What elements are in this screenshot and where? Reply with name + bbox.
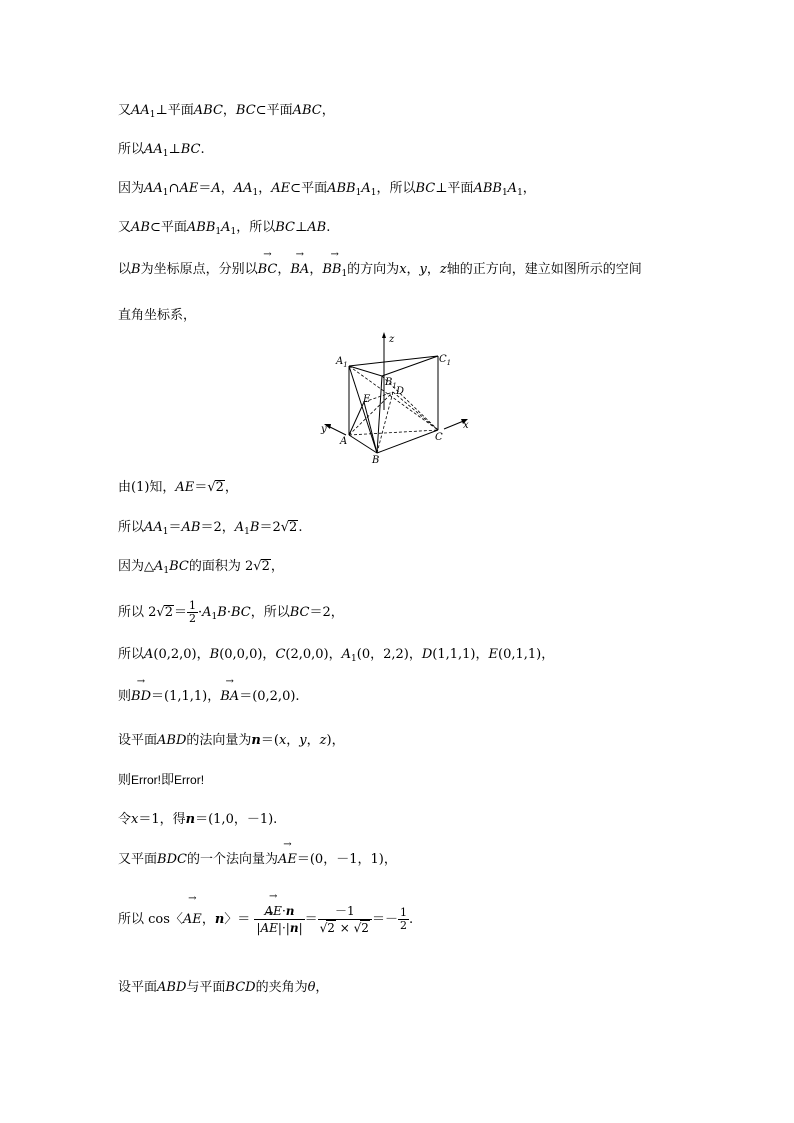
label-b: B (372, 455, 380, 466)
y-axis-label: y (321, 424, 327, 435)
text-line-12: 则→ BD＝(1,1,1)，→ BA＝(0,2,0). (118, 688, 300, 706)
fraction-one-half-2: $\frac{1}{2}$ (399, 906, 407, 932)
text-line-16: 又平面BDC的一个法向量为→ AE＝(0，－1，1)， (118, 851, 397, 869)
vector-ae: → AE (278, 851, 297, 869)
text-line-7: 由(1)知，AE＝√2， (118, 480, 238, 495)
label-b1: $B_1$ (385, 377, 397, 390)
z-axis-label: z (389, 334, 395, 345)
text-line-10: 所以 2√2＝ $\frac{1}{2}$ $\cdot A_1B\cdot BC$，所以BC＝2， (118, 599, 344, 625)
text-line-17: 所以 cos〈→ AE，n〉＝ → $\frac{AE\cdot n}{|\to AE|\cdot|n|}$ ＝ $\frac{-1}{√2 \times √2}$ ＝－ $\frac{1}{2}$ . (118, 903, 413, 936)
fraction-minus-one-over-roots: $\frac{-1}{√2 \times √2}$ (318, 903, 372, 936)
prism-coordinate-figure (316, 332, 476, 468)
label-a1: $A_1$ (336, 356, 348, 369)
vector-bd: → BD (131, 688, 151, 706)
text-line-1: 又$AA_1\perp$平面ABC，BC⊂平面ABC， (118, 103, 335, 120)
vector-bb1: → $BB_1$ (322, 261, 347, 283)
x-axis-label: x (463, 420, 469, 431)
label-c: C (435, 432, 443, 443)
label-d: D (396, 386, 405, 397)
fraction-dot-over-norms: → $\frac{AE\cdot n}{|\to AE|\cdot|n|}$ (254, 903, 304, 936)
vector-ba: → BA (220, 688, 239, 706)
label-e: E (363, 394, 371, 405)
text-line-15: 令x＝1，得n＝(1,0，－1). (118, 812, 278, 827)
text-line-5: 以B为坐标原点，分别以→ BC，→ BA，→ $BB_1$的方向为x，y，z轴的正方向，建立如图所示的空间 (118, 261, 642, 283)
vector-ba: → BA (290, 261, 309, 279)
text-line-2: 所以$AA_1\perp BC$. (118, 142, 205, 159)
text-line-18: 设平面ABD与平面BCD的夹角为θ， (118, 980, 329, 995)
vector-bc: → BC (258, 261, 278, 279)
fraction-one-half: $\frac{1}{2}$ (189, 599, 196, 625)
label-c1: $C_1$ (439, 354, 452, 367)
text-line-14: 则Error!即Error! (118, 773, 205, 788)
text-line-4: 又AB⊂平面$ABB_1A_1$，所以BC⊥AB. (118, 220, 331, 237)
label-a: A (340, 436, 348, 447)
text-line-13: 设平面ABD的法向量为n＝(x，y，z)， (118, 733, 345, 748)
text-line-9: 因为$\triangle A_1BC$的面积为 2√2， (118, 559, 284, 576)
text-line-8: 所以$AA_1=AB=2$，$A_1B=2√2$. (118, 520, 303, 537)
text-line-11: 所以A(0,2,0)，B(0,0,0)，C(2,0,0)，$A_1(0$，2,2)，D(1,1,1)，E(0,1,1)， (118, 647, 555, 664)
vector-ae: → AE (183, 905, 202, 935)
text-line-6: 直角坐标系， (118, 308, 197, 323)
text-line-3: 因为$AA_1\cap AE=A$，$AA_1$，AE⊂平面$ABB_1A_1$，所以BC⊥平面$ABB_1A_1$， (118, 181, 536, 198)
